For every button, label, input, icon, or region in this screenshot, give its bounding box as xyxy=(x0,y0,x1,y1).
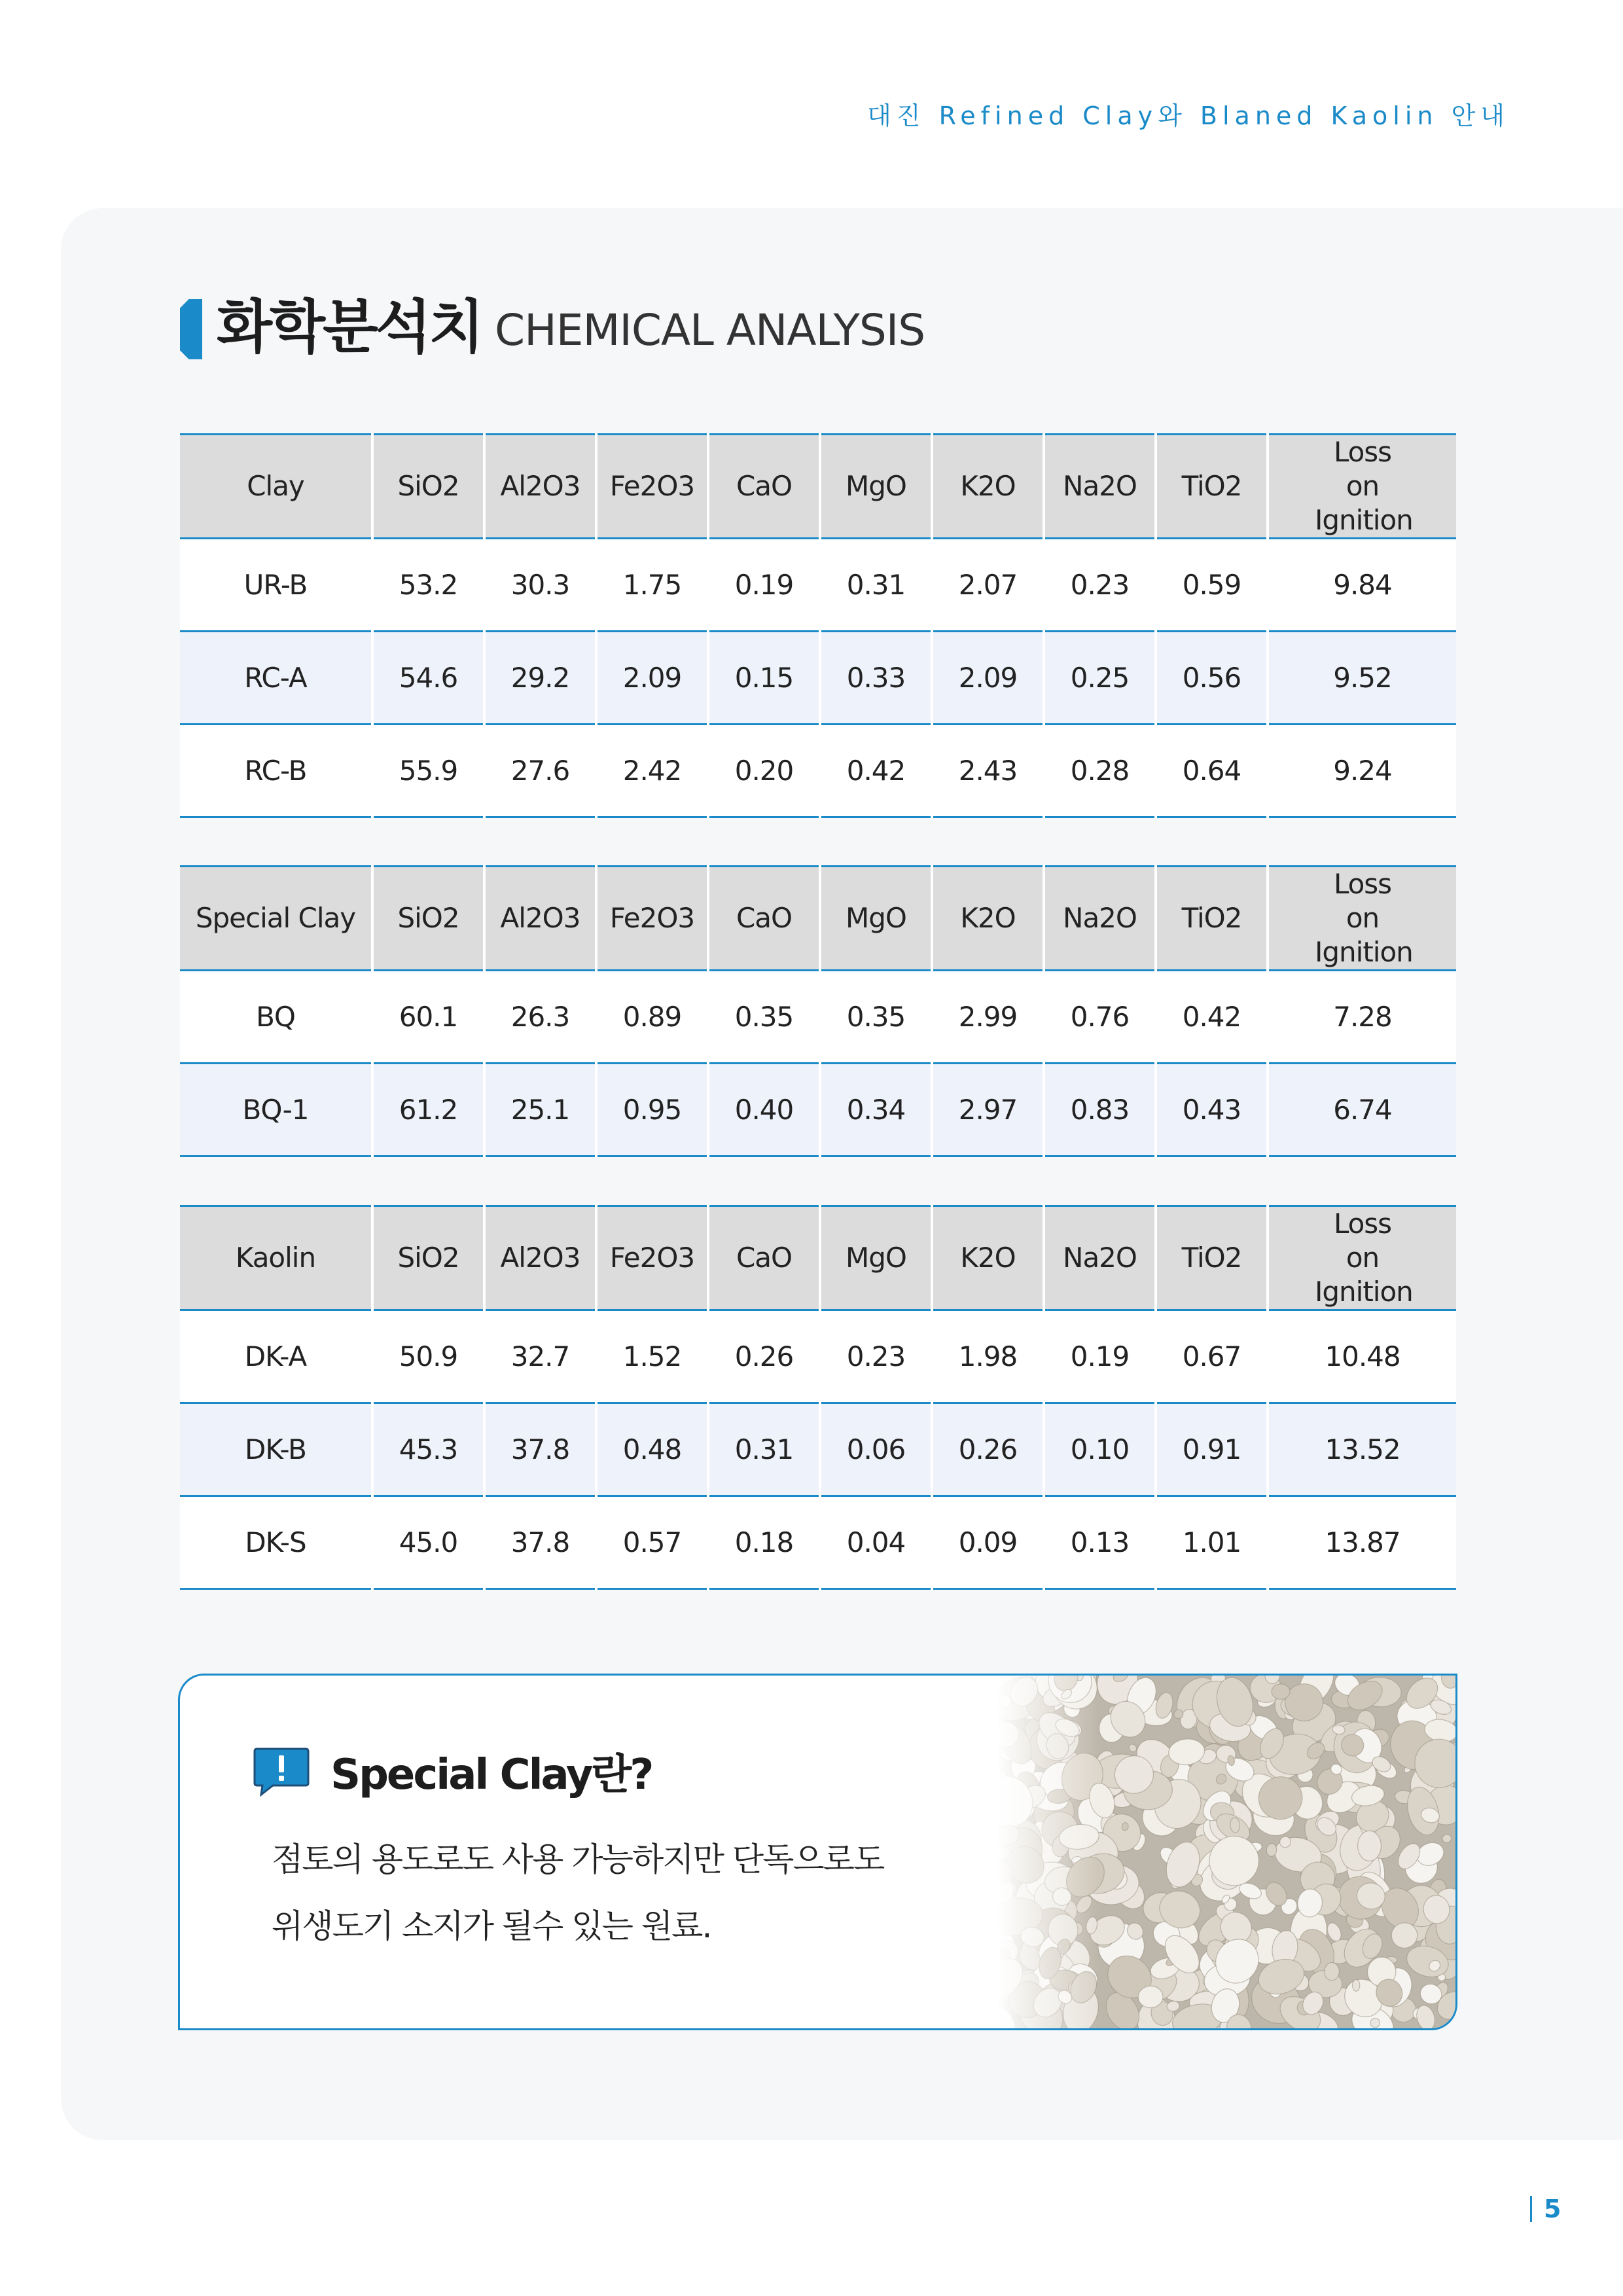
table-cell: 0.19 xyxy=(1044,1310,1156,1403)
table-row xyxy=(180,1310,1456,1403)
table-cell: 0.06 xyxy=(820,1403,932,1496)
table-cell: 37.8 xyxy=(484,1496,596,1589)
table-cell: 0.23 xyxy=(820,1310,932,1403)
column-header: Na2O xyxy=(1044,1206,1156,1310)
table-cell: 32.7 xyxy=(484,1310,596,1403)
table-cell: 45.0 xyxy=(372,1496,484,1589)
table-cell: 2.42 xyxy=(596,725,708,817)
column-header: TiO2 xyxy=(1156,435,1268,539)
table-cell: 1.75 xyxy=(596,539,708,632)
table-cell: 61.2 xyxy=(372,1064,484,1157)
table-cell: 45.3 xyxy=(372,1403,484,1496)
column-header: CaO xyxy=(708,435,820,539)
table-cell: 37.8 xyxy=(484,1403,596,1496)
table-cell: 53.2 xyxy=(372,539,484,632)
column-header: CaO xyxy=(708,1206,820,1310)
table-cell: 0.33 xyxy=(820,632,932,725)
table-row xyxy=(180,1064,1456,1157)
table-row xyxy=(180,539,1456,632)
table-cell: 9.84 xyxy=(1268,539,1456,632)
exclamation-speech-icon xyxy=(253,1746,310,1797)
column-header: SiO2 xyxy=(372,435,484,539)
table-header-row xyxy=(180,1206,1456,1310)
table-cell: 0.19 xyxy=(708,539,820,632)
table-cell: 0.89 xyxy=(596,971,708,1064)
table-cell: 0.42 xyxy=(820,725,932,817)
note-title: Special Clay란? xyxy=(330,1751,652,1799)
column-header: Loss on Ignition xyxy=(1268,435,1456,539)
table-header-row xyxy=(180,867,1456,971)
table-cell: 0.35 xyxy=(708,971,820,1064)
column-header: K2O xyxy=(932,435,1044,539)
table-cell: 10.48 xyxy=(1268,1310,1456,1403)
column-header: Fe2O3 xyxy=(596,867,708,971)
row-label: RC-A xyxy=(180,632,372,725)
column-header: Al2O3 xyxy=(484,435,596,539)
table-cell: 0.35 xyxy=(820,971,932,1064)
table-cell: 0.31 xyxy=(820,539,932,632)
table-cell: 54.6 xyxy=(372,632,484,725)
column-header: CaO xyxy=(708,867,820,971)
note-box xyxy=(178,1674,1457,2030)
note-line-2: 위생도기 소지가 될수 있는 원료. xyxy=(272,1907,711,1945)
table-cell: 9.52 xyxy=(1268,632,1456,725)
kaolin-analysis-table xyxy=(180,1205,1456,1590)
table-cell: 1.98 xyxy=(932,1310,1044,1403)
table-cell: 6.74 xyxy=(1268,1064,1456,1157)
column-header: Fe2O3 xyxy=(596,1206,708,1310)
column-header: TiO2 xyxy=(1156,1206,1268,1310)
column-header: K2O xyxy=(932,1206,1044,1310)
table-cell: 1.52 xyxy=(596,1310,708,1403)
table-cell: 0.04 xyxy=(820,1496,932,1589)
column-header: MgO xyxy=(820,867,932,971)
column-header: Loss on Ignition xyxy=(1268,867,1456,971)
clay-photo xyxy=(997,1676,1455,2028)
title-english: CHEMICAL ANALYSIS xyxy=(495,305,925,355)
table-cell: 60.1 xyxy=(372,971,484,1064)
column-header: Loss on Ignition xyxy=(1268,1206,1456,1310)
column-header: Clay xyxy=(180,435,372,539)
page-divider xyxy=(1530,2196,1532,2222)
table-cell: 2.09 xyxy=(932,632,1044,725)
table-cell: 2.97 xyxy=(932,1064,1044,1157)
clay-analysis-table xyxy=(180,433,1456,818)
table-cell: 25.1 xyxy=(484,1064,596,1157)
title-korean: 화학분석치 xyxy=(217,293,482,361)
column-header: SiO2 xyxy=(372,867,484,971)
table-row xyxy=(180,632,1456,725)
table-cell: 50.9 xyxy=(372,1310,484,1403)
table-cell: 0.76 xyxy=(1044,971,1156,1064)
table-cell: 30.3 xyxy=(484,539,596,632)
column-header: Kaolin xyxy=(180,1206,372,1310)
table-header-row xyxy=(180,435,1456,539)
table-cell: 0.83 xyxy=(1044,1064,1156,1157)
table-cell: 0.26 xyxy=(708,1310,820,1403)
table-cell: 0.57 xyxy=(596,1496,708,1589)
row-label: BQ-1 xyxy=(180,1064,372,1157)
table-cell: 0.13 xyxy=(1044,1496,1156,1589)
table-cell: 0.64 xyxy=(1156,725,1268,817)
column-header: Fe2O3 xyxy=(596,435,708,539)
table-cell: 7.28 xyxy=(1268,971,1456,1064)
table-row xyxy=(180,725,1456,817)
table-row xyxy=(180,1403,1456,1496)
table-cell: 13.87 xyxy=(1268,1496,1456,1589)
table-cell: 0.59 xyxy=(1156,539,1268,632)
table-cell: 0.48 xyxy=(596,1403,708,1496)
table-cell: 0.09 xyxy=(932,1496,1044,1589)
note-body xyxy=(272,1826,959,1960)
page-number xyxy=(1530,2193,1561,2225)
table-cell: 0.18 xyxy=(708,1496,820,1589)
column-header: SiO2 xyxy=(372,1206,484,1310)
table-cell: 13.52 xyxy=(1268,1403,1456,1496)
table-cell: 0.31 xyxy=(708,1403,820,1496)
row-label: UR-B xyxy=(180,539,372,632)
table-cell: 0.25 xyxy=(1044,632,1156,725)
table-cell: 0.10 xyxy=(1044,1403,1156,1496)
table-cell: 55.9 xyxy=(372,725,484,817)
row-label: DK-B xyxy=(180,1403,372,1496)
table-row xyxy=(180,1496,1456,1589)
column-header: MgO xyxy=(820,1206,932,1310)
table-cell: 0.91 xyxy=(1156,1403,1268,1496)
column-header: K2O xyxy=(932,867,1044,971)
section-title xyxy=(180,291,925,363)
table-cell: 2.07 xyxy=(932,539,1044,632)
column-header: Na2O xyxy=(1044,867,1156,971)
table-cell: 0.56 xyxy=(1156,632,1268,725)
header-text: 대진 Refined Clay와 Blaned Kaolin 안내 xyxy=(867,101,1510,130)
table-cell: 2.09 xyxy=(596,632,708,725)
row-label: RC-B xyxy=(180,725,372,817)
column-header: Al2O3 xyxy=(484,867,596,971)
table-cell: 0.20 xyxy=(708,725,820,817)
row-label: BQ xyxy=(180,971,372,1064)
note-line-1: 점토의 용도로도 사용 가능하지만 단독으로도 xyxy=(272,1840,884,1878)
table-cell: 0.67 xyxy=(1156,1310,1268,1403)
row-label: DK-S xyxy=(180,1496,372,1589)
title-marker-icon xyxy=(180,299,202,359)
table-row xyxy=(180,971,1456,1064)
page-number-digit: 5 xyxy=(1544,2195,1561,2223)
table-cell: 0.15 xyxy=(708,632,820,725)
table-cell: 0.26 xyxy=(932,1403,1044,1496)
table-cell: 0.40 xyxy=(708,1064,820,1157)
column-header: Al2O3 xyxy=(484,1206,596,1310)
table-cell: 0.43 xyxy=(1156,1064,1268,1157)
column-header: Special Clay xyxy=(180,867,372,971)
column-header: MgO xyxy=(820,435,932,539)
column-header: Na2O xyxy=(1044,435,1156,539)
table-cell: 9.24 xyxy=(1268,725,1456,817)
table-cell: 0.23 xyxy=(1044,539,1156,632)
table-cell: 26.3 xyxy=(484,971,596,1064)
table-cell: 0.34 xyxy=(820,1064,932,1157)
table-cell: 0.95 xyxy=(596,1064,708,1157)
column-header: TiO2 xyxy=(1156,867,1268,971)
special-clay-analysis-table xyxy=(180,865,1456,1157)
table-cell: 0.42 xyxy=(1156,971,1268,1064)
table-cell: 29.2 xyxy=(484,632,596,725)
table-cell: 27.6 xyxy=(484,725,596,817)
table-cell: 2.99 xyxy=(932,971,1044,1064)
table-cell: 0.28 xyxy=(1044,725,1156,817)
table-cell: 1.01 xyxy=(1156,1496,1268,1589)
table-cell: 2.43 xyxy=(932,725,1044,817)
row-label: DK-A xyxy=(180,1310,372,1403)
